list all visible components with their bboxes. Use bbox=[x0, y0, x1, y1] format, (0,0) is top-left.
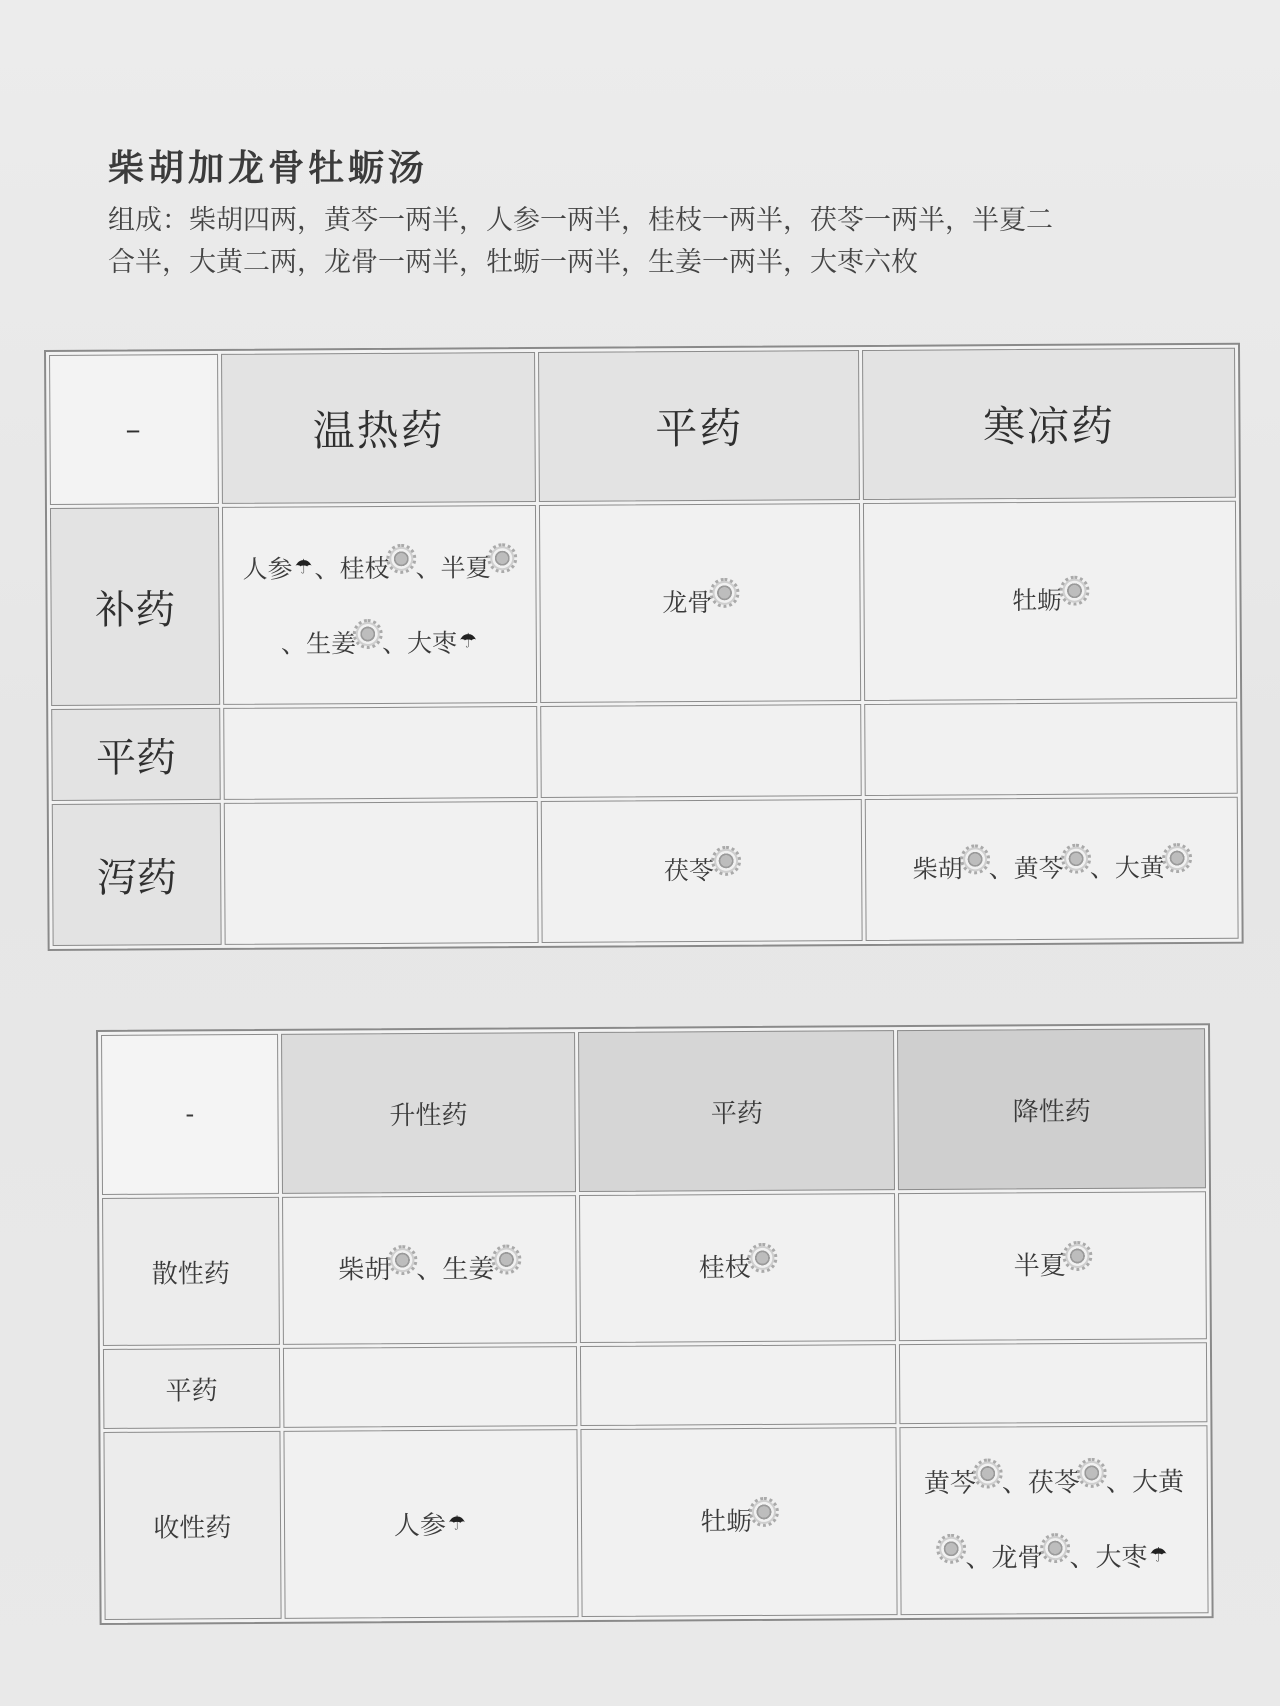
sun-icon bbox=[492, 548, 512, 568]
column-header: 升性药 bbox=[281, 1032, 576, 1194]
herb-name: 半夏 bbox=[440, 553, 491, 583]
herb-name: 龙骨 bbox=[991, 1542, 1044, 1574]
table-cell bbox=[222, 505, 538, 705]
table-corner: – bbox=[49, 354, 219, 505]
column-header: 降性药 bbox=[897, 1028, 1206, 1190]
herb-name: 半夏 bbox=[1013, 1251, 1066, 1282]
table-cell bbox=[283, 1429, 579, 1619]
herb-name: 大黄 bbox=[1114, 853, 1165, 883]
separator: 、 bbox=[1105, 1467, 1133, 1498]
table-corner: - bbox=[101, 1034, 279, 1195]
sun-icon bbox=[1068, 1246, 1088, 1266]
separator: 、 bbox=[381, 628, 408, 658]
sun-icon bbox=[965, 849, 985, 869]
herb-name: 生姜 bbox=[305, 629, 357, 659]
sun-icon bbox=[753, 1248, 773, 1268]
table-cell bbox=[539, 503, 861, 703]
separator: 、 bbox=[1069, 1542, 1096, 1573]
separator: 、 bbox=[1001, 1467, 1029, 1498]
table-cell bbox=[579, 1193, 896, 1343]
table-cell bbox=[580, 1344, 897, 1426]
table-cell bbox=[224, 801, 539, 945]
herb-name: 茯苓 bbox=[1027, 1467, 1081, 1498]
column-header: 温热药 bbox=[221, 352, 536, 504]
herb-name: 人参 bbox=[393, 1510, 447, 1541]
herb-name: 生姜 bbox=[442, 1254, 495, 1285]
separator: 、 bbox=[988, 854, 1014, 884]
separator: 、 bbox=[415, 553, 441, 583]
sun-icon bbox=[358, 624, 378, 644]
row-header: 收性药 bbox=[103, 1431, 281, 1620]
sun-icon bbox=[392, 1250, 412, 1270]
column-header: 平药 bbox=[578, 1030, 895, 1192]
herb-name: 牡蛎 bbox=[700, 1507, 753, 1538]
table-cell bbox=[900, 1425, 1209, 1615]
herb-name: 人参 bbox=[242, 554, 293, 584]
table-cell bbox=[863, 501, 1237, 701]
table-cell bbox=[223, 706, 538, 800]
table-cell bbox=[541, 704, 862, 798]
umbrella-icon: ☂ bbox=[447, 1510, 466, 1535]
separator: 、 bbox=[416, 1254, 443, 1286]
herb-name: 柴胡 bbox=[338, 1255, 391, 1286]
sun-icon bbox=[1045, 1538, 1065, 1558]
umbrella-icon: ☂ bbox=[294, 554, 313, 579]
herb-name: 龙骨 bbox=[662, 587, 713, 618]
table-cell bbox=[541, 799, 863, 943]
herb-name: 茯苓 bbox=[663, 855, 715, 886]
sun-icon bbox=[1167, 848, 1187, 868]
sun-icon bbox=[391, 549, 411, 569]
separator: 、 bbox=[1089, 853, 1115, 883]
umbrella-icon: ☂ bbox=[458, 628, 478, 653]
table-cell bbox=[898, 1191, 1206, 1341]
direction-table bbox=[96, 1023, 1214, 1625]
row-header: 散性药 bbox=[102, 1197, 280, 1346]
separator: 、 bbox=[965, 1543, 992, 1574]
column-header: 平药 bbox=[538, 350, 860, 502]
sun-icon bbox=[1064, 581, 1084, 601]
table-cell bbox=[283, 1346, 578, 1428]
herb-name: 桂枝 bbox=[339, 553, 390, 584]
formula-title: 柴胡加龙骨牡蛎汤 bbox=[108, 147, 429, 189]
composition-text bbox=[108, 200, 1148, 284]
table-cell bbox=[282, 1195, 577, 1345]
sun-icon bbox=[1066, 849, 1086, 869]
row-header: 泻药 bbox=[52, 803, 222, 946]
sun-icon bbox=[496, 1249, 516, 1269]
row-header: 补药 bbox=[50, 507, 220, 706]
table-cell bbox=[865, 797, 1239, 941]
sun-icon bbox=[754, 1502, 774, 1522]
herb-name: 柴胡 bbox=[912, 854, 963, 884]
composition-line: 合半，大黄二两，龙骨一两半，牡蛎一两半，生姜一两半，大枣六枚 bbox=[108, 247, 918, 278]
table-cell bbox=[899, 1342, 1207, 1424]
table-cell bbox=[864, 702, 1237, 796]
sun-icon bbox=[716, 851, 736, 871]
sun-icon bbox=[941, 1538, 961, 1558]
nature-table bbox=[44, 343, 1244, 951]
sun-icon bbox=[978, 1463, 998, 1483]
separator: 、 bbox=[314, 554, 340, 584]
table-cell bbox=[581, 1427, 898, 1617]
umbrella-icon: ☂ bbox=[1149, 1541, 1168, 1567]
composition-line: 组成：柴胡四两，黄芩一两半，人参一两半，桂枝一两半，茯苓一两半，半夏二 bbox=[108, 205, 1053, 236]
herb-name: 黄芩 bbox=[923, 1468, 977, 1499]
row-header: 平药 bbox=[103, 1348, 280, 1429]
separator: 、 bbox=[280, 629, 307, 659]
herb-name: 大枣 bbox=[406, 628, 458, 658]
row-header: 平药 bbox=[51, 708, 221, 801]
column-header: 寒凉药 bbox=[862, 348, 1236, 500]
herb-name: 牡蛎 bbox=[1012, 585, 1063, 616]
herb-name: 黄芩 bbox=[1013, 853, 1064, 884]
herb-name: 桂枝 bbox=[698, 1253, 751, 1284]
sun-icon bbox=[714, 583, 734, 603]
herb-name: 大黄 bbox=[1131, 1466, 1185, 1498]
sun-icon bbox=[1082, 1462, 1102, 1482]
herb-name: 大枣 bbox=[1095, 1542, 1148, 1573]
